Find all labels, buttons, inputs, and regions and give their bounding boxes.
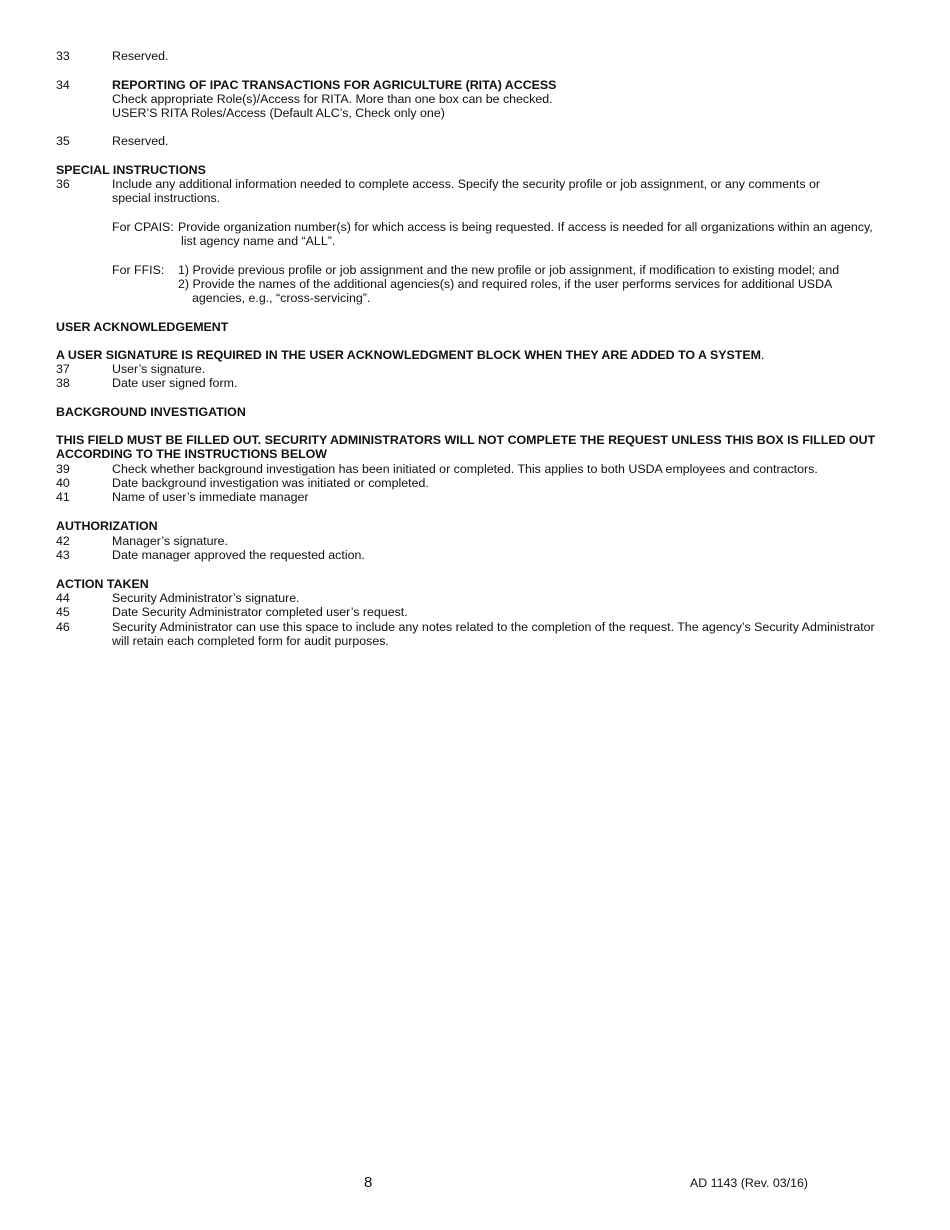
item-text: Security Administrator’s signature. (112, 591, 300, 605)
item-text: special instructions. (112, 191, 221, 205)
page-number: 8 (364, 1174, 373, 1191)
item-title: REPORTING OF IPAC TRANSACTIONS FOR AGRICULTURE (RITA) ACCESS (112, 78, 557, 92)
background-notice: ACCORDING TO THE INSTRUCTIONS BELOW (56, 447, 327, 461)
section-heading-special-instructions: SPECIAL INSTRUCTIONS (56, 163, 206, 177)
item-number: 36 (56, 177, 70, 191)
item-text: will retain each completed form for audit purposes. (112, 634, 389, 648)
item-number: 41 (56, 490, 70, 504)
notice-period: . (760, 348, 765, 362)
item-text: Date background investigation was initiated or completed. (112, 476, 429, 490)
item-number: 34 (56, 78, 70, 92)
item-text: Date Security Administrator completed user’s request. (112, 605, 408, 619)
item-text: Name of user’s immediate manager (112, 490, 309, 504)
item-text: Date user signed form. (112, 376, 238, 390)
item-number: 45 (56, 605, 70, 619)
ffis-text: 1) Provide previous profile or job assignment and the new profile or job assignment, if modification to existing model; and (178, 263, 840, 277)
section-heading-user-acknowledgement: USER ACKNOWLEDGEMENT (56, 320, 229, 334)
item-text: Manager’s signature. (112, 534, 228, 548)
item-number: 42 (56, 534, 70, 548)
cpais-label: For CPAIS: (112, 220, 174, 234)
section-heading-authorization: AUTHORIZATION (56, 519, 158, 533)
form-identifier: AD 1143 (Rev. 03/16) (690, 1176, 809, 1190)
item-number: 46 (56, 620, 70, 634)
item-number: 38 (56, 376, 70, 390)
item-number: 40 (56, 476, 70, 490)
cpais-text: list agency name and “ALL”. (181, 234, 336, 248)
section-heading-action-taken: ACTION TAKEN (56, 577, 149, 591)
item-text: Include any additional information needed to complete access. Specify the security profile or job assignment, or any comments or (112, 177, 821, 191)
item-text: Reserved. (112, 49, 169, 63)
item-text: Date manager approved the requested action. (112, 548, 365, 562)
background-notice: THIS FIELD MUST BE FILLED OUT. SECURITY ADMINISTRATORS WILL NOT COMPLETE THE REQUEST UNLESS THIS BOX IS FILLED OUT (56, 433, 876, 447)
item-text: USER’S RITA Roles/Access (Default ALC’s, Check only one) (112, 106, 445, 120)
ffis-label: For FFIS: (112, 263, 165, 277)
item-text: Check appropriate Role(s)/Access for RITA. More than one box can be checked. (112, 92, 553, 106)
cpais-text: Provide organization number(s) for which access is being requested. If access is needed for all organizations within an agency, (178, 220, 873, 234)
notice-text: A USER SIGNATURE IS REQUIRED IN THE USER ACKNOWLEDGMENT BLOCK WHEN THEY ARE ADDED TO A SYSTEM (56, 348, 761, 362)
item-text: User’s signature. (112, 362, 206, 376)
signature-notice (56, 348, 764, 362)
item-text: Reserved. (112, 134, 169, 148)
item-number: 43 (56, 548, 70, 562)
item-text: Check whether background investigation has been initiated or completed. This applies to both USDA employees and contractors. (112, 462, 818, 476)
item-number: 35 (56, 134, 70, 148)
ffis-text: agencies, e.g., “cross-servicing”. (192, 291, 371, 305)
section-heading-background-investigation: BACKGROUND INVESTIGATION (56, 405, 246, 419)
item-number: 37 (56, 362, 70, 376)
item-number: 33 (56, 49, 70, 63)
ffis-text: 2) Provide the names of the additional agencies(s) and required roles, if the user performs services for additional USDA (178, 277, 833, 291)
item-number: 39 (56, 462, 70, 476)
item-text: Security Administrator can use this space to include any notes related to the completion of the request. The agency’s Security Administrator (112, 620, 875, 634)
item-number: 44 (56, 591, 70, 605)
